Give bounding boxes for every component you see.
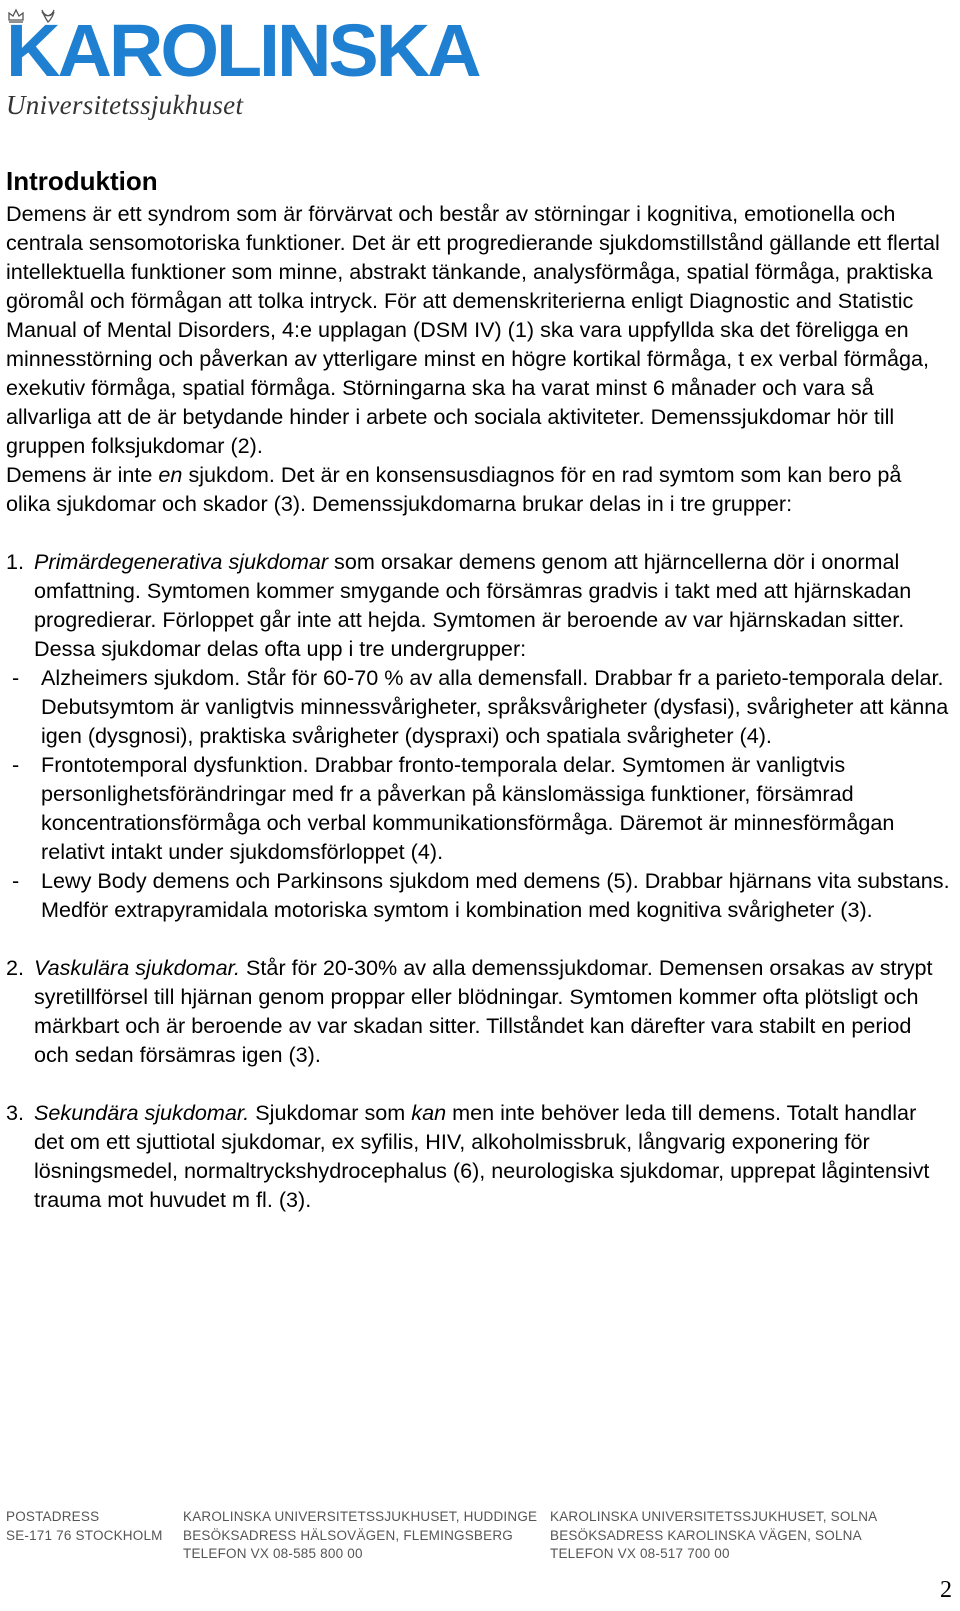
bullet-list (6, 663, 951, 924)
document-body (6, 164, 951, 1214)
group-item-1: 1. Primärdegenerativa sjukdomar som orsakar demens genom att hjärncellerna dör i onormal omfattning. Symtomen kommer smygande och försämras gradvis i takt med att hjärnskadan progredierar. Förloppet går inte att hejda. Symtomen är beroende av var hjärnskadan sitter. Dessa sjukdomar delas ofta upp i tre undergrupper: - Alzheimers sjukdom. Står för 60-70 % av alla demensfall. Drabbar fr a parieto-temporala delar. Debutsymtom är vanligtvis minnessvårigheter, språksvårigheter (dysfasi), svårigheter att känna igen (dysgnosi), praktiska svårigheter (dyspraxi) och spatiala svårigheter (4). - Frontotemporal dysfunktion. Drabbar fronto-temporala delar. Symtomen är vanligtvis personlighetsförändringar med fr a påverkan på känslomässiga funktioner, försämrad koncentrationsförmåga och verbal kommunikationsförmåga. Däremot är minnesförmågan relativt intakt under sjukdomsförloppet (4). - Lewy Body demens och Parkinsons sjukdom med demens (5). Drabbar hjärnans vita substans. Medför extrapyramidala motoriska symtom i kombination med kognitiva svårigheter (3). (6, 549, 950, 922)
group-title: Primärdegenerativa sjukdomar (34, 549, 329, 574)
list-item: - Lewy Body demens och Parkinsons sjukdom med demens (5). Drabbar hjärnans vita substans. Medför extrapyramidala motoriska symtom i kombination med kognitiva svårigheter (3). (12, 868, 950, 922)
group-title: Sekundära sjukdomar. (34, 1100, 250, 1125)
group-number: 1. (6, 549, 25, 574)
intro-paragraph: Demens är ett syndrom som är förvärvat och består av störningar i kognitiva, emotionella och centrala sensomotoriska funktioner. Det är ett progredierande sjukdomstillstånd gällande ett flertal intellektuella funktioner som minne, abstrakt tänkande, analysförmåga, spatial förmåga, praktiska göromål och förmågan att tolka intryck. För att demenskriterierna enligt Diagnostic and Statistic Manual of Mental Disorders, 4:e upplagan (DSM IV) (1) ska vara uppfyllda ska det föreligga en minnesstörning och påverkan av ytterligare minst en högre kortikal förmåga, t ex verbal förmåga, exekutiv förmåga, spatial förmåga. Störningarna ska ha varat minst 6 månader och vara så allvarliga att de är betydande hinder i arbete och sociala aktiviteter. Demenssjukdomar hör till gruppen folksjukdomar (2). (6, 201, 940, 458)
section-heading: Introduktion (6, 166, 158, 196)
list-item: - Frontotemporal dysfunktion. Drabbar fronto-temporala delar. Symtomen är vanligtvis personlighetsförändringar med fr a påverkan på känslomässiga funktioner, försämrad koncentrationsförmåga och verbal kommunikationsförmåga. Däremot är minnesförmågan relativt intakt under sjukdomsförloppet (4). (12, 752, 895, 864)
page-number: 2 (940, 1577, 952, 1603)
logo-subtitle: Universitetssjukhuset (6, 90, 244, 120)
group-item-2: 2. Vaskulära sjukdomar. Står för 20-30% av alla demenssjukdomar. Demensen orsakas av strypt syretillförsel till hjärnan genom proppar eller blödningar. Symtomen kommer ofta plötsligt och märkbart och är beroende av var skadan sitter. Tillståndet kan därefter vara stabilt en period och sedan försämras igen (3). (6, 955, 933, 1067)
footer-huddinge-address: KAROLINSKA UNIVERSITETSSJUKHUSET, HUDDINGE BESÖKSADRESS HÄLSOVÄGEN, FLEMINGSBERG TELEFON VX 08-585 800 00 (183, 1509, 538, 1561)
karolinska-logo (6, 4, 506, 120)
footer-solna-address: KAROLINSKA UNIVERSITETSSJUKHUSET, SOLNA BESÖKSADRESS KAROLINSKA VÄGEN, SOLNA TELEFON VX 08-517 700 00 (550, 1509, 878, 1561)
intro-paragraph-2: Demens är inte en sjukdom. Det är en konsensusdiagnos för en rad symtom som kan bero på olika sjukdomar och skador (3). Demenssjukdomarna brukar delas in i tre grupper: (6, 462, 902, 516)
group-item-3: 3. Sekundära sjukdomar. Sjukdomar som kan men inte behöver leda till demens. Totalt handlar det om ett sjuttiotal sjukdomar, ex syfilis, HIV, alkoholmissbruk, långvarig exponering för lösningsmedel, normaltryckshydrocephalus (6), neurologiska sjukdomar, upprepat lågintensivt trauma mot huvudet m fl. (3). (6, 1100, 930, 1212)
footer-postal-address: POSTADRESS SE-171 76 STOCKHOLM (6, 1509, 163, 1543)
group-title: Vaskulära sjukdomar. (34, 955, 241, 980)
group-number: 3. (6, 1100, 25, 1125)
logo-wordmark: KAROLINSKA (6, 9, 479, 92)
group-number: 2. (6, 955, 25, 980)
list-item: - Alzheimers sjukdom. Står för 60-70 % av alla demensfall. Drabbar fr a parieto-temporala delar. Debutsymtom är vanligtvis minnessvårigheter, språksvårigheter (dysfasi), svårigheter att känna igen (dysgnosi), praktiska svårigheter (dyspraxi) och spatiala svårigheter (4). (12, 665, 949, 748)
